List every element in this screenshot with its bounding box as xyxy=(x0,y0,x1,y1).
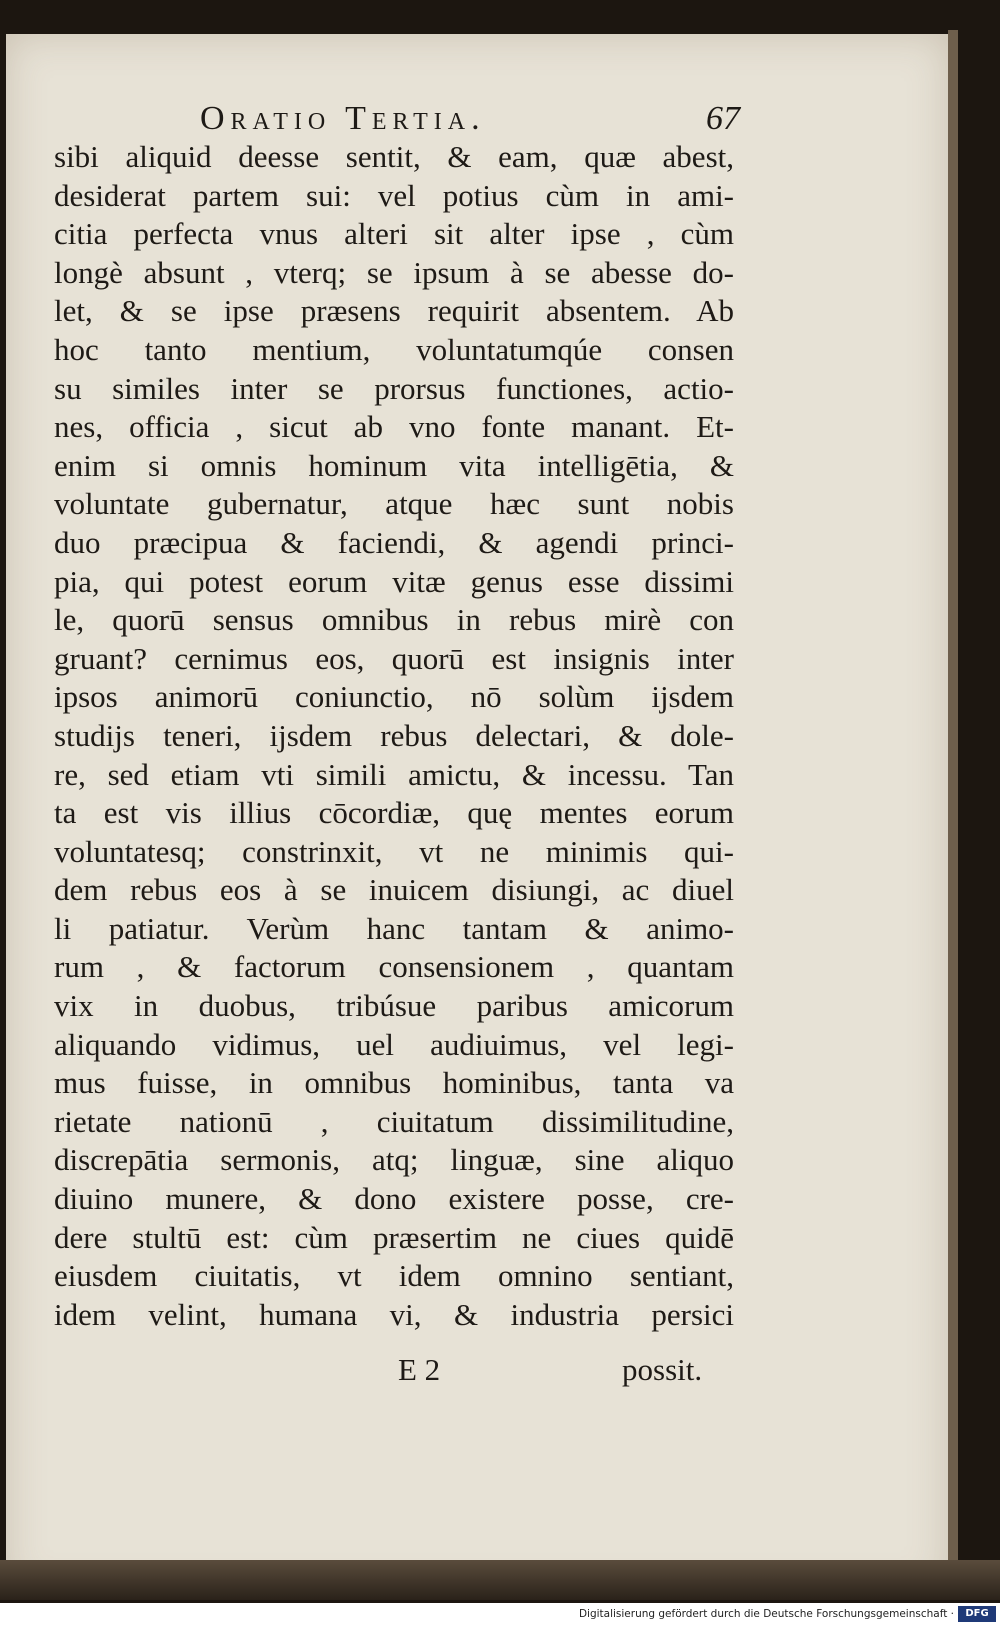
signature-mark: E 2 xyxy=(398,1352,441,1387)
text-line: rum , & factorum consensionem , quantam xyxy=(54,949,734,985)
text-line: duo præcipua & faciendi, & agendi princi- xyxy=(54,524,734,560)
text-line: pia, qui potest eorum vitæ genus esse dissimi xyxy=(54,563,734,599)
text-line: citia perfecta vnus alteri sit alter ipse , cùm xyxy=(54,216,734,252)
text-line: desiderat partem sui: vel potius cùm in ami- xyxy=(54,177,734,213)
text-line: su similes inter se prorsus functiones, actio- xyxy=(54,370,734,406)
text-line: idem velint, humana vi, & industria persici xyxy=(54,1296,734,1332)
page-edge-bottom xyxy=(0,1560,1000,1600)
text-line: studijs teneri, ijsdem rebus delectari, & dole- xyxy=(54,717,734,753)
page-header xyxy=(200,100,740,140)
text-line: dere stultū est: cùm præsertim ne ciues quidē xyxy=(54,1219,734,1255)
text-line: hoc tanto mentium, voluntatumqúe consen xyxy=(54,331,734,367)
body-text xyxy=(54,138,734,1334)
text-line: mus fuisse, in omnibus hominibus, tanta va xyxy=(54,1065,734,1101)
text-line: li patiatur. Verùm hanc tantam & animo- xyxy=(54,910,734,946)
text-line: gruant? cernimus eos, quorū est insignis inter xyxy=(54,640,734,676)
page-edge-right xyxy=(948,30,958,1600)
text-line: longè absunt , vterq; se ipsum à se abesse do- xyxy=(54,254,734,290)
catchword: possit. xyxy=(622,1352,703,1387)
text-line: nes, officia , sicut ab vno fonte manant. Et- xyxy=(54,409,734,445)
footer-credit: Digitalisierung gefördert durch die Deutsche Forschungsgemeinschaft · xyxy=(578,1608,954,1620)
text-line: eiusdem ciuitatis, vt idem omnino sentiant, xyxy=(54,1258,734,1294)
text-line: discrepātia sermonis, atq; linguæ, sine aliquo xyxy=(54,1142,734,1178)
text-line: aliquando vidimus, uel audiuimus, vel legi- xyxy=(54,1026,734,1062)
text-line: diuino munere, & dono existere posse, cre- xyxy=(54,1181,734,1217)
text-line: le, quorū sensus omnibus in rebus mirè con xyxy=(54,602,734,638)
text-line: re, sed etiam vti simili amictu, & incessu. Tan xyxy=(54,756,734,792)
page-number: 67 xyxy=(706,100,740,137)
text-line: rietate nationū , ciuitatum dissimilitudine, xyxy=(54,1103,734,1139)
text-line: ipsos animorū coniunctio, nō solùm ijsdem xyxy=(54,679,734,715)
dfg-logo: DFG xyxy=(958,1606,996,1622)
text-line: let, & se ipse præsens requirit absentem. Ab xyxy=(54,293,734,329)
text-line: dem rebus eos à se inuicem disiungi, ac diuel xyxy=(54,872,734,908)
text-line: sibi aliquid deesse sentit, & eam, quæ abest, xyxy=(54,139,734,174)
running-head: Oratio Tertia. xyxy=(200,100,486,137)
text-line: ta est vis illius cōcordiæ, quę mentes eorum xyxy=(54,795,734,831)
footer-bar xyxy=(0,1603,1000,1626)
text-line: voluntate gubernatur, atque hæc sunt nobis xyxy=(54,486,734,522)
text-line: enim si omnis hominum vita intelligētia, & xyxy=(54,447,734,483)
text-line: voluntatesq; constrinxit, vt ne minimis qui- xyxy=(54,833,734,869)
text-line: vix in duobus, tribúsue paribus amicorum xyxy=(54,988,734,1024)
